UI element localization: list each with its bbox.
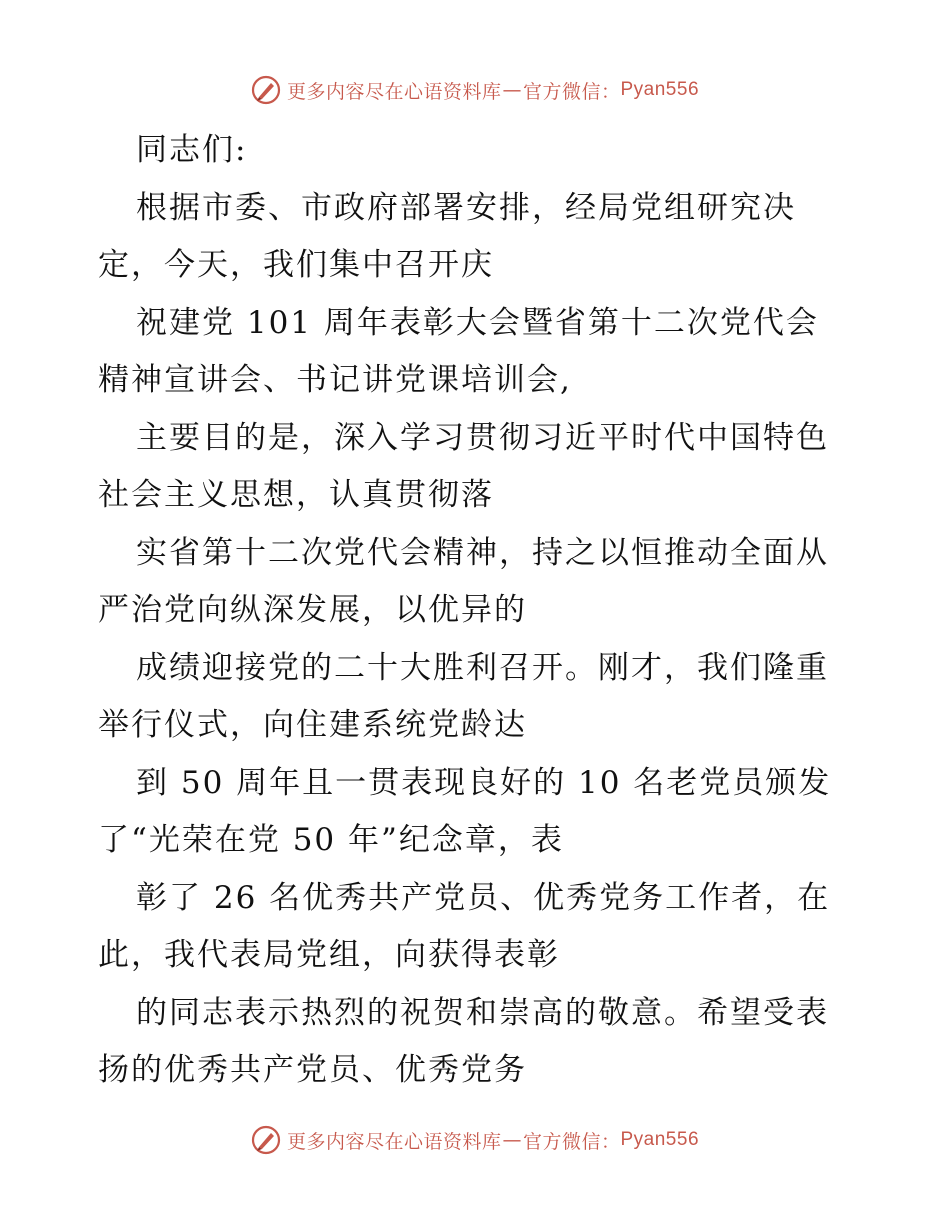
document-line: 定，今天，我们集中召开庆 (98, 247, 494, 283)
document-line: 实省第十二次党代会精神，持之以恒推动全面从 (136, 534, 829, 571)
watermark-separator: — (502, 79, 522, 101)
watermark-wechat-label: 官方微信： (522, 1130, 621, 1153)
document-line: 此，我代表局党组，向获得表彰 (98, 937, 560, 973)
watermark-separator: — (502, 1129, 522, 1151)
document-line: 严治党向纵深发展，以优异的 (98, 592, 527, 628)
document-line: 精神宣讲会、书记讲党课培训会, (98, 362, 572, 398)
document-line: 扬的优秀共产党员、优秀党务 (98, 1052, 527, 1088)
document-line: 了“光荣在党 50 年”纪念章，表 (98, 822, 564, 858)
document-line: 的同志表示热烈的祝贺和崇高的敬意。希望受表 (136, 994, 829, 1031)
watermark-main-text: 更多内容尽在心语资料库 (286, 80, 502, 103)
document-line: 主要目的是，深入学习贯彻习近平时代中国特色 (136, 419, 829, 456)
document-line: 祝建党 101 周年表彰大会暨省第十二次党代会 (136, 304, 819, 341)
document-line: 根据市委、市政府部署安排，经局党组研究决 (136, 189, 796, 226)
watermark-wechat-id: Pyan556 (620, 1129, 700, 1150)
pen-logo-icon (251, 75, 281, 105)
document-body (98, 122, 858, 1100)
document-line: 社会主义思想，认真贯彻落 (98, 477, 494, 513)
document-line: 到 50 周年且一贯表现良好的 10 名老党员颁发 (136, 764, 832, 801)
document-line: 同志们: (136, 132, 248, 168)
watermark-wechat-label: 官方微信： (522, 80, 621, 103)
pen-logo-icon (251, 1125, 281, 1155)
document-line: 彰了 26 名优秀共产党员、优秀党务工作者，在 (136, 879, 831, 916)
document-line: 成绩迎接党的二十大胜利召开。刚才，我们隆重 (136, 649, 829, 686)
footer-watermark (0, 1120, 950, 1160)
watermark-wechat-id: Pyan556 (620, 79, 700, 100)
watermark-main-text: 更多内容尽在心语资料库 (286, 1130, 502, 1153)
header-watermark (0, 70, 950, 110)
document-line: 举行仪式，向住建系统党龄达 (98, 707, 527, 743)
